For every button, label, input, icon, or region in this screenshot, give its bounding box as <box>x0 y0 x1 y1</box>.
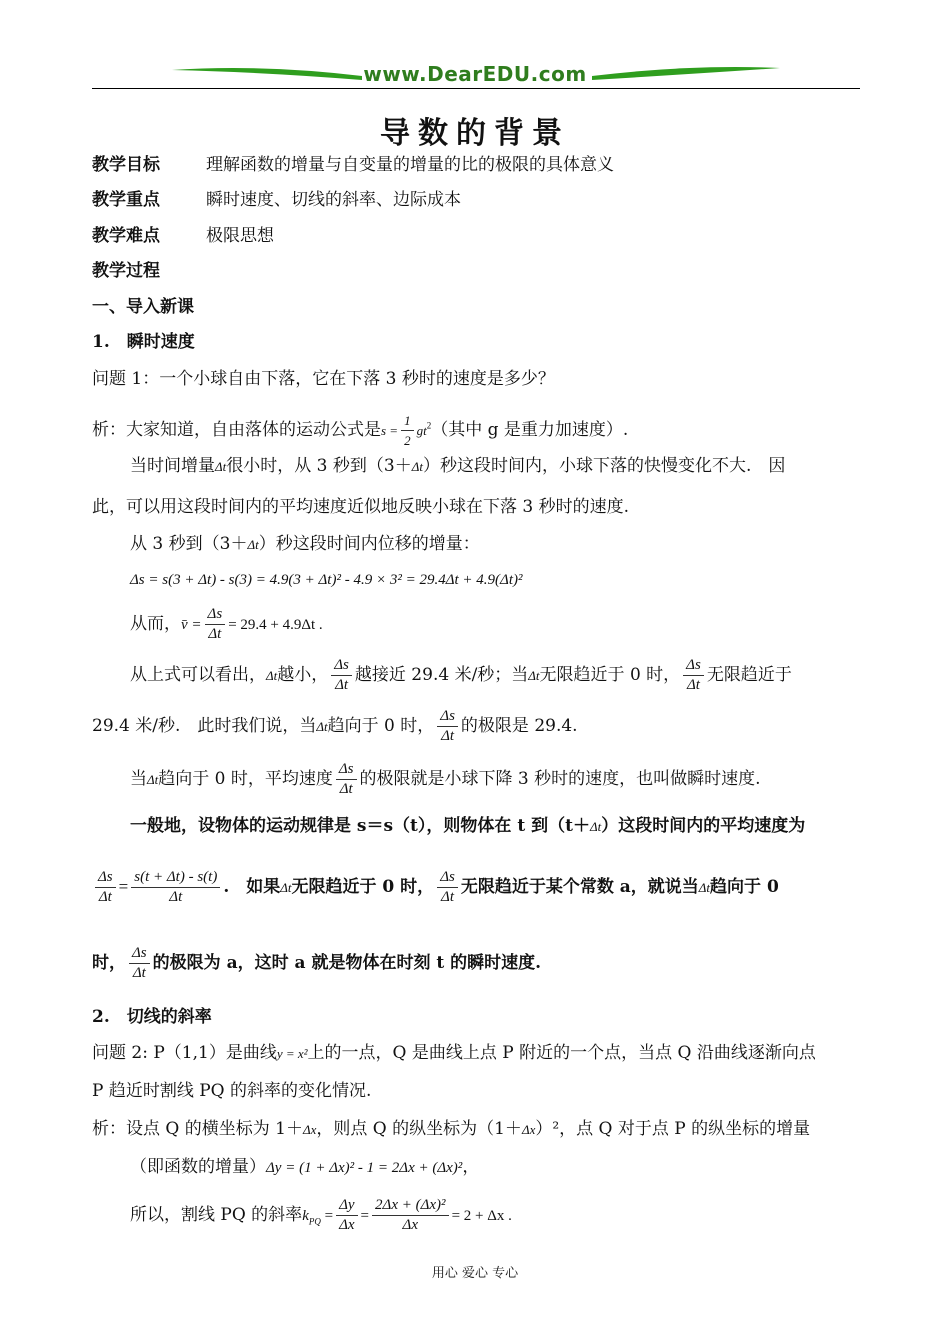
text-span: 教学重点 <box>92 190 160 210</box>
page-title: 导数的背景 <box>380 116 570 151</box>
analysis-line <box>92 707 578 746</box>
text-span: v̄ = <box>181 617 202 633</box>
text-span: Δt <box>528 668 540 683</box>
text-span: Δx <box>521 1122 536 1137</box>
text-span: （其中 g 是重力加速度）. <box>431 420 629 440</box>
analysis-line <box>92 411 628 450</box>
text-span: 的极限是 29.4. <box>460 716 578 736</box>
text-span: 时， <box>92 953 126 973</box>
text-span: Δt <box>266 668 278 683</box>
text-span: Δx <box>339 1217 355 1233</box>
text-span: Δs <box>95 868 116 888</box>
text-span: 教学难点 <box>92 226 160 246</box>
text-span: Δt <box>441 889 454 905</box>
text-span: Δt <box>169 889 183 905</box>
text-span: Δt <box>316 719 328 734</box>
text-span: Δy <box>336 1196 357 1216</box>
fraction <box>683 656 704 695</box>
text-span: Δt <box>339 781 353 797</box>
text-span: ）秒这段时间内，小球下落的快慢变化不大. 因 <box>422 456 786 476</box>
analysis-line <box>92 1118 810 1141</box>
text-span: ，则点 Q 的纵坐标为（1＋ <box>316 1119 522 1139</box>
question-1: 问题 1：一个小球自由下落，它在下落 3 秒时的速度是多少？ <box>92 369 555 389</box>
text-span: Δt <box>411 459 423 474</box>
text-span: （即函数的增量） <box>130 1157 266 1177</box>
question-2 <box>92 1042 816 1065</box>
text-span: 当 <box>130 769 147 789</box>
text-span: Δt <box>98 889 112 905</box>
text-span: 上的一点，Q 是曲线上点 P 附近的一个点，当点 Q 沿曲线逐渐向点 <box>307 1043 816 1063</box>
text-span: Δt <box>132 965 146 981</box>
text-span: 教学目标 <box>92 155 160 175</box>
analysis-line <box>130 656 792 695</box>
text-span: Δt <box>698 880 711 895</box>
text-span: Δs <box>205 605 226 625</box>
text-span: Δt <box>147 772 159 787</box>
process-heading: 教学过程 <box>92 261 160 281</box>
text-span: 无限趋近于 0 时， <box>539 665 681 685</box>
text-span: 无限趋近于 <box>706 665 792 685</box>
text-span: PQ <box>308 1216 321 1227</box>
text-span: 瞬时速度、切线的斜率、边际成本 <box>206 190 461 210</box>
text-span: 很小时，从 3 秒到（3＋ <box>226 456 412 476</box>
subsection-heading: 2. 切线的斜率 <box>92 1007 212 1027</box>
analysis-line <box>130 760 761 799</box>
text-span: 2 <box>404 433 411 448</box>
text-span: ）²，点 Q 对于点 P 的纵坐标的增量 <box>535 1119 811 1139</box>
text-span: 当时间增量 <box>130 456 215 476</box>
text-span: . 如果 <box>223 877 281 897</box>
text-span: Δt <box>687 677 700 693</box>
fraction <box>437 707 458 746</box>
definition-line: $\frac{\Delta s}{\Delta t}$ = $\frac{s(t + \Delta t) - s(t)}{\Delta t}$ . 如果Δt无限趋近于 0 时， $\frac{\Delta s}{\Delta t}$ 无限趋近于某个常数 a，就说当Δt趋向于 0 <box>92 868 779 907</box>
text-span: 所以，割线 PQ 的斜率 <box>130 1205 303 1225</box>
increment-line <box>130 1156 479 1179</box>
text-span: 2 <box>426 420 432 431</box>
text-span: Δs <box>683 656 704 676</box>
text-span: Δs <box>336 760 357 780</box>
text-span: Δt <box>335 677 349 693</box>
text-span: Δy = (1 + Δx)² - 1 = 2Δx + (Δx)² <box>266 1160 463 1176</box>
page-footer: 用心 爱心 专心 <box>431 1266 519 1281</box>
objective-row <box>92 154 614 176</box>
text-span: Δs <box>437 707 458 727</box>
subsection-heading: 1. 瞬时速度 <box>92 332 195 352</box>
fraction <box>331 656 352 695</box>
text-span: 趋向于 0 时，平均速度 <box>158 769 333 789</box>
text-span: 的极限就是小球下降 3 秒时的速度，也叫做瞬时速度. <box>359 769 761 789</box>
fraction <box>205 605 226 644</box>
text-span: 一般地，设物体的运动规律是 s＝s（t），则物体在 t 到（t＋ <box>130 816 590 836</box>
text-span: Δx <box>402 1217 419 1233</box>
text-span: Δs <box>437 868 458 888</box>
text-span: 的极限为 a，这时 a 就是物体在时刻 t 的瞬时速度. <box>152 953 542 973</box>
text-span: gt <box>416 423 427 438</box>
text-span: = 29.4 + 4.9Δt . <box>228 617 323 633</box>
text-span: Δt <box>441 728 455 744</box>
slope-line: 所以，割线 PQ 的斜率$k_{PQ}$ = $\frac{\Delta y}{\Delta x}$ = $\frac{\text{2Δx + (Δx)²}}{\Delta x}$ = 2 + Δx . <box>130 1197 512 1233</box>
displacement-equation: Δs = s(3 + Δt) - s(3) = 4.9(3 + Δt)² - 4.9 × 3² = 29.4Δt + 4.9(Δt)² <box>130 572 523 588</box>
section-heading: 一、导入新课 <box>92 297 194 317</box>
text-span: 理解函数的增量与自变量的增量的比的极限的具体意义 <box>206 155 614 175</box>
text-span: ， <box>462 1157 480 1177</box>
text-span: Δt <box>247 537 259 552</box>
text-span: Δt <box>215 459 227 474</box>
text-span: Δt <box>589 819 602 834</box>
fraction <box>129 944 150 983</box>
fraction <box>336 1196 357 1235</box>
text-span: 越接近 29.4 米/秒；当 <box>354 665 529 685</box>
fraction <box>437 868 458 907</box>
text-span: y = x² <box>276 1046 308 1061</box>
text-span: 从而， <box>130 614 181 634</box>
right-swoosh <box>592 67 780 80</box>
fraction <box>336 760 357 799</box>
analysis-line <box>130 533 480 556</box>
text-span: 29.4 米/秒. 此时我们说，当 <box>92 716 317 736</box>
text-span: 极限思想 <box>206 226 274 246</box>
text-span: = 2 + Δx . <box>451 1208 512 1224</box>
text-span: s(t + Δt) - s(t) <box>131 868 220 888</box>
text-span: ）秒这段时间内位移的增量： <box>258 534 480 554</box>
definition-line <box>92 944 541 983</box>
question-2-cont: P 趋近时割线 PQ 的斜率的变化情况. <box>92 1081 372 1101</box>
text-span: ）这段时间内的平均速度为 <box>601 816 806 836</box>
text-span: Δt <box>280 880 292 895</box>
text-span: 从上式可以看出， <box>130 665 266 685</box>
analysis-line: 此，可以用这段时间内的平均速度近似地反映小球在下落 3 秒时的速度. <box>92 497 630 517</box>
fraction <box>131 868 220 907</box>
left-swoosh <box>172 68 362 80</box>
text-span: 从 3 秒到（3＋ <box>130 534 248 554</box>
text-span: k <box>302 1208 309 1224</box>
definition-line <box>130 815 805 838</box>
text-span: 问题 2: P（1,1）是曲线 <box>92 1043 277 1063</box>
text-span: Δt <box>208 626 222 642</box>
text-span: 越小， <box>277 665 329 685</box>
text-span: 析：设点 Q 的横坐标为 1＋ <box>92 1119 303 1139</box>
text-span: Δs <box>129 944 150 964</box>
text-span: Δs <box>331 656 352 676</box>
text-span: 趋向于 0 <box>710 877 779 897</box>
text-span: 1 <box>401 411 414 431</box>
fraction <box>95 868 116 907</box>
text-span: 2Δx + (Δx)² <box>372 1196 449 1216</box>
fraction <box>372 1196 449 1235</box>
header-rule <box>92 88 860 89</box>
average-velocity-line <box>130 605 323 644</box>
objective-row <box>92 189 461 211</box>
text-span: Δx <box>302 1122 317 1137</box>
text-span: 趋向于 0 时， <box>327 716 435 736</box>
analysis-line <box>130 455 785 478</box>
text-span: 无限趋近于某个常数 a，就说当 <box>460 877 699 897</box>
fraction <box>401 411 414 450</box>
text-span: s = <box>381 423 399 438</box>
text-span: 无限趋近于 0 时， <box>291 877 435 897</box>
site-logo: www.DearEDU.com <box>363 62 587 86</box>
text-span: 析：大家知道，自由落体的运动公式是 <box>92 420 381 440</box>
objective-row <box>92 225 274 247</box>
